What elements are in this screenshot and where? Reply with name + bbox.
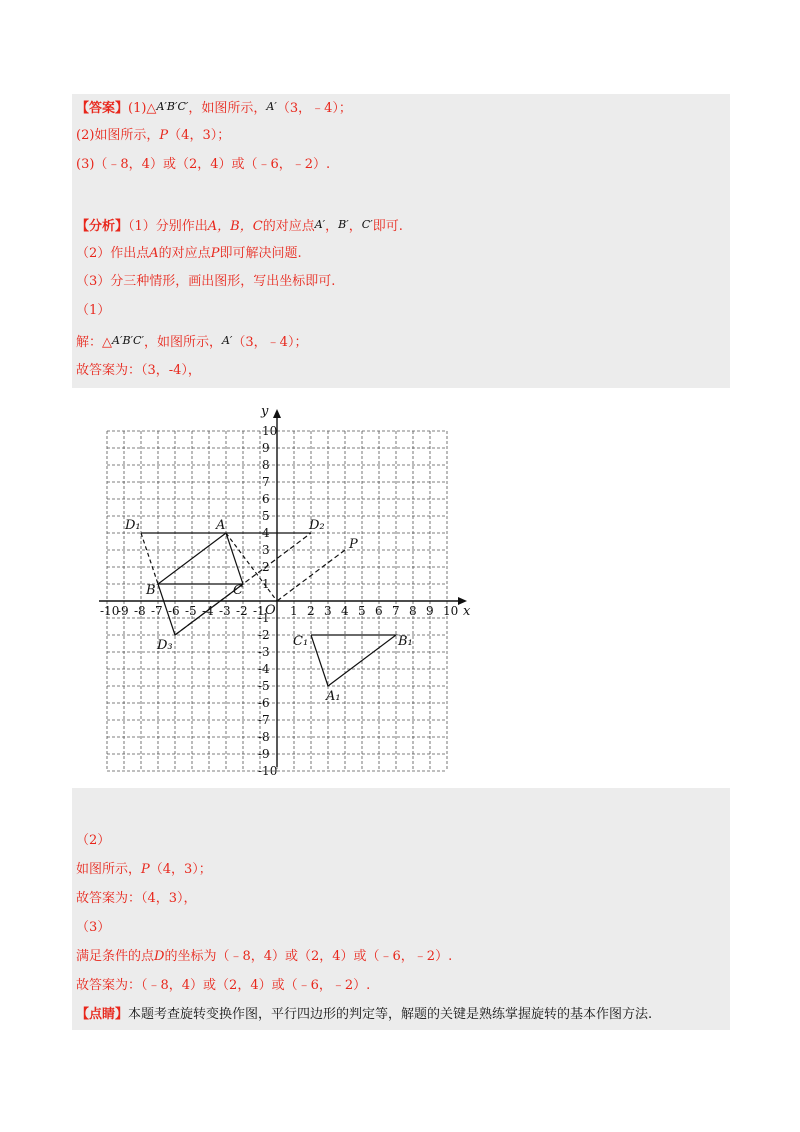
y-tick-label: -9	[258, 747, 270, 761]
x-tick-label: -2	[236, 604, 248, 618]
comment-tag: 【点睛】	[76, 1007, 129, 1022]
part3-line-3: 故答案为：（﹣8，4）或（2，4）或（﹣6，﹣2）.	[76, 978, 371, 993]
y-tick-label: 5	[262, 509, 270, 523]
answer-line-2: (2)如图所示，P（4，3）；	[76, 128, 231, 143]
y-tick-label: -5	[258, 679, 270, 693]
part2-line-1: （2）	[76, 833, 111, 848]
x-axis-label: x	[463, 604, 471, 619]
label-p: P	[349, 537, 358, 552]
x-tick-label: 1	[290, 604, 298, 618]
x-tick-label: 7	[392, 604, 400, 618]
x-tick-label: -8	[134, 604, 146, 618]
analysis-tag: 【分析】	[76, 219, 129, 234]
x-tick-label: 5	[358, 604, 366, 618]
triangle-a1b1c1	[311, 635, 396, 686]
answer-line-1: 【答案】(1)△A′B′C′，如图所示，A′（3，﹣4）；	[76, 100, 352, 116]
x-tick-label: -1	[253, 604, 265, 618]
label-a: A	[216, 518, 226, 533]
x-tick-label: 4	[341, 604, 349, 618]
analysis-line-3: （3）分三种情形，画出图形，写出坐标即可.	[76, 274, 336, 289]
label-d3: D₃	[157, 638, 173, 653]
y-tick-label: -1	[258, 611, 270, 625]
label-d2: D₂	[309, 518, 325, 533]
x-tick-label: 6	[375, 604, 383, 618]
analysis-line-2: （2）作出点A的对应点P即可解决问题.	[76, 246, 302, 261]
x-tick-label: -3	[219, 604, 231, 618]
label-d1: D₁	[125, 518, 141, 533]
x-tick-label: -7	[151, 604, 163, 618]
part3-line-1: （3）	[76, 920, 111, 935]
y-tick-label: 2	[262, 560, 270, 574]
analysis-line-1: 【分析】（1）分别作出A，B，C的对应点A′，B′，C′即可.	[76, 218, 403, 234]
label-b: B	[146, 583, 156, 598]
x-tick-label: -4	[202, 604, 214, 618]
x-tick-label: -9	[117, 604, 129, 618]
x-tick-label: 2	[307, 604, 315, 618]
y-tick-label: 7	[262, 475, 270, 489]
triangle-symbol: A′B′C′	[156, 100, 189, 113]
y-tick-label: -2	[258, 628, 270, 642]
x-tick-label: 10	[443, 604, 459, 618]
y-tick-label: -7	[258, 713, 270, 727]
label-o: O	[265, 603, 276, 618]
y-tick-label: 8	[262, 458, 270, 472]
coordinate-grid-figure	[72, 390, 482, 788]
y-tick-label: -6	[258, 696, 270, 710]
y-tick-label: -10	[258, 764, 278, 778]
analysis-line-4: （1）	[76, 303, 111, 318]
label-b1: B₁	[398, 634, 413, 649]
analysis-line-6: 故答案为：（3，-4），	[76, 363, 201, 378]
y-tick-label: -4	[258, 662, 270, 676]
y-tick-label: 9	[262, 441, 270, 455]
y-tick-label: 4	[262, 526, 270, 540]
label-c: C	[233, 583, 243, 598]
y-tick-label: -3	[258, 645, 270, 659]
y-axis-label: y	[261, 404, 269, 419]
answer-line-3: (3)（﹣8，4）或（2，4）或（﹣6，﹣2）.	[76, 157, 331, 172]
analysis-line-5: 解：△A′B′C′，如图所示，A′（3，﹣4）；	[76, 334, 308, 350]
x-tick-label: 9	[426, 604, 434, 618]
y-axis-arrow-icon	[273, 409, 281, 418]
y-tick-label: 6	[262, 492, 270, 506]
x-tick-label: -10	[100, 604, 120, 618]
x-tick-label: -6	[168, 604, 180, 618]
part3-line-2: 满足条件的点D的坐标为（﹣8，4）或（2，4）或（﹣6，﹣2）.	[76, 949, 453, 964]
y-tick-label: -8	[258, 730, 270, 744]
y-tick-label: 3	[262, 543, 270, 557]
x-tick-label: 8	[409, 604, 417, 618]
segment-d1-b	[141, 533, 158, 584]
label-c1: C₁	[293, 634, 309, 649]
part2-line-3: 故答案为：（4，3），	[76, 891, 197, 906]
triangle-abc	[158, 533, 243, 584]
comment-line: 【点睛】本题考查旋转变换作图，平行四边形的判定等，解题的关键是熟练掌握旋转的基本作图方法.	[76, 1007, 653, 1022]
y-tick-label: 1	[262, 577, 270, 591]
part2-line-2: 如图所示，P（4，3）；	[76, 862, 212, 877]
coordinate-plane	[72, 390, 482, 788]
label-a1: A₁	[326, 689, 341, 704]
x-tick-label: -5	[185, 604, 197, 618]
answer-tag: 【答案】	[76, 101, 129, 116]
y-tick-label: 10	[262, 424, 278, 438]
x-tick-label: 3	[324, 604, 332, 618]
